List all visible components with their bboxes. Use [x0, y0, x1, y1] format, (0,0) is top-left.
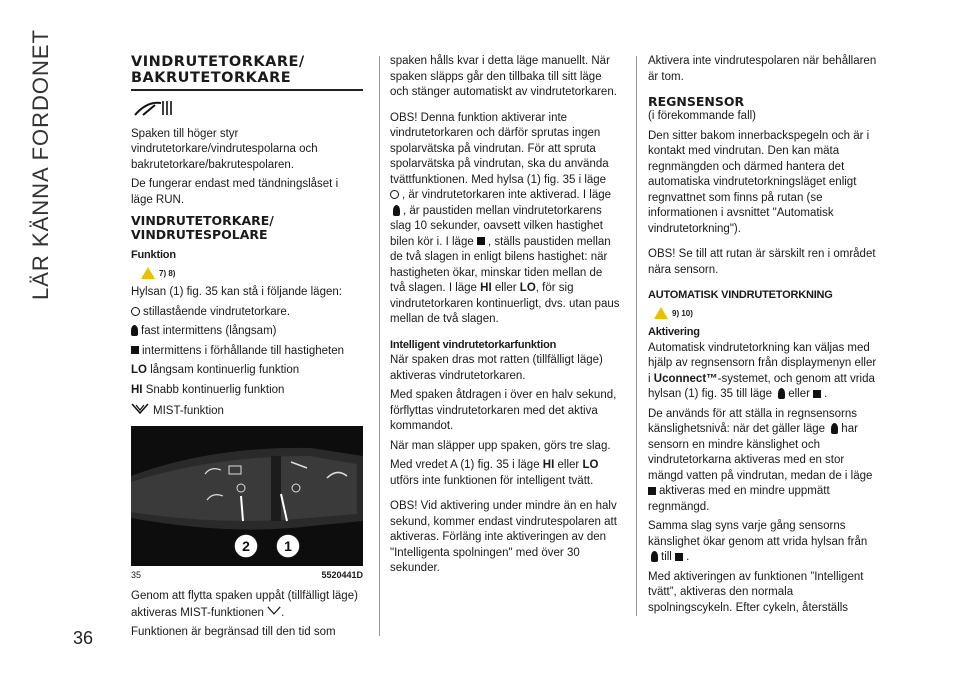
paragraph: Spaken till höger styr vindrutetorkare/vindrutespolarna och bakrutetorkare/bakrutespolaren. [131, 127, 318, 171]
warning-ref-text: 7) 8) [159, 268, 176, 278]
drop-icon [651, 551, 658, 562]
callout-2: 2 [242, 537, 250, 554]
column-divider [379, 56, 380, 636]
sub-heading: VINDRUTETORKARE/ VINDRUTESPOLARE [131, 213, 274, 242]
column-1 [131, 54, 363, 644]
chapter-title: LÄR KÄNNA FORDONET [28, 28, 53, 300]
paragraph: Den sitter bakom innerbackspegeln och är i kontakt med vindrutan. Den kan mäta regnmängden och därmed hantera det automatiska vindrutetorkningsläget enligt regnvattnet som finns på rutan (se informationen i avsnittet "Automatisk vindrutetorkning"). [648, 129, 870, 235]
paragraph: OBS! Vid aktivering under mindre än en halv sekund, kommer endast vindrutespolaren att aktiveras. Förläng inte aktiveringen av den "Intelligenta spolningen" med över 30 sekunder. [390, 500, 617, 574]
paragraph: Med aktiveringen av funktionen ”Intelligent tvätt”, aktiveras den normala spolningscykeln. Efter cykeln, återställs [648, 570, 864, 614]
square-icon [648, 487, 656, 495]
square-icon [131, 346, 139, 354]
paragraph: Funktionen är begränsad till den tid som [131, 625, 336, 638]
paragraph: De fungerar endast med tändningslåset i läge RUN. [131, 178, 339, 206]
list-item: LO långsam kontinuerlig funktion [131, 364, 300, 376]
paragraph: OBS! Se till att rutan är särskilt ren i området nära sensorn. [648, 248, 876, 276]
heading-rule [131, 89, 363, 91]
drop-icon [831, 423, 838, 434]
square-icon [675, 553, 683, 561]
sub-heading: Intelligent vindrutetorkarfunktion [390, 338, 557, 351]
list-item: HI Snabb kontinuerlig funktion [131, 383, 285, 396]
figure-code: 5520441D [321, 569, 363, 580]
square-icon [477, 237, 485, 245]
list-item: stillastående vindrutetorkare. [131, 305, 363, 321]
drop-icon [778, 388, 785, 399]
sub-heading: AUTOMATISK VINDRUTETORKNING [648, 289, 833, 301]
wiper-icon [133, 99, 363, 123]
aktivering-heading: Aktivering [648, 326, 700, 338]
square-icon [813, 390, 821, 398]
paragraph: Automatisk vindrutetorkning kan väljas med hjälp av regnsensorn från displaymenyn eller i Uconnect™-systemet, och genom att vrida hylsan (1) fig. 35 till läge eller . [648, 341, 877, 400]
warning-ref-text: 9) 10) [672, 308, 693, 318]
drop-icon [393, 205, 400, 216]
section-heading: REGNSENSOR [648, 94, 745, 109]
paragraph: Aktivera inte vindrutespolaren när behållaren är tom. [648, 55, 877, 83]
off-icon [390, 190, 399, 199]
warning-refs [141, 266, 363, 282]
page-number: 36 [73, 628, 94, 648]
warning-icon [141, 267, 155, 279]
off-icon [131, 307, 140, 316]
paragraph: Med spaken åtdragen i över en halv sekund, förflyttas vindrutetorkaren med det aktiva kommandot. [390, 389, 617, 432]
list-item: intermittens i förhållande till hastigheten [131, 344, 363, 360]
drop-icon [131, 325, 138, 336]
paragraph: Hylsan (1) fig. 35 kan stå i följande lägen: [131, 286, 342, 298]
mist-icon [131, 402, 149, 420]
paragraph: (i förekommande fall) [648, 110, 757, 122]
list-item: fast intermittens (långsam) [131, 324, 363, 340]
paragraph: När man släpper upp spaken, görs tre slag. [390, 439, 611, 452]
figure-35 [131, 426, 363, 566]
warning-icon [654, 307, 668, 319]
mist-icon [267, 605, 281, 621]
paragraph: De används för att ställa in regnsensorns känslighetsnivå: när det gäller läge har sensorn en mindre känslighet och vindrutetorkarna aktiveras med en stor mängd vatten på vindrutan, medan de i läge aktiveras med en mindre uppmätt regnmängd. [648, 407, 873, 513]
section-heading: VINDRUTETORKARE/ BAKRUTETORKARE [131, 54, 305, 86]
column-2 [390, 54, 620, 581]
column-3 [648, 54, 880, 620]
paragraph: Genom att flytta spaken uppåt (tillfälligt läge) aktiveras MIST-funktionen . [131, 590, 358, 619]
paragraph: När spaken dras mot ratten (tillfälligt läge) aktiveras vindrutetorkaren. [390, 354, 603, 382]
warning-refs [654, 306, 880, 322]
paragraph: spaken hålls kvar i detta läge manuellt. När spaken släpps går den tillbaka till sitt läge och stänger automatiskt av vindrutetorkaren. [390, 55, 617, 98]
figure-number: 35 [131, 569, 142, 580]
paragraph: Med vredet A (1) fig. 35 i läge HI eller LO utförs inte funktionen för intelligent tvätt. [390, 459, 599, 487]
paragraph: Samma slag syns varje gång sensorns känslighet ökar genom att vrida hylsan från till . [648, 520, 868, 563]
funktion-heading: Funktion [131, 249, 176, 261]
figure-caption [131, 568, 363, 584]
column-divider [636, 56, 637, 616]
paragraph: OBS! Denna funktion aktiverar inte vindrutetorkaren och därför sprutas ingen spolarvätska på vindrutan. För att spruta spolarvätska på vindrutan, ska du använda tvättfunktionen. Med hylsa (1) fig. 35 i läge , är vindrutetorkaren inte aktiverad. I läge , är paustiden mellan vindrutetorkarens slag 10 sekunder, oavsett vilken hastighet bilen kör i. I läge , ställs paustiden mellan de två slagen in enligt bilens hastighet: när hastigheten ökar, minskar tiden mellan de två slagen. I läge HI eller LO, för sig vindrutetorkaren kontinuerligt, dvs. utan paus mellan de två slagen. [390, 111, 620, 325]
callout-1: 1 [284, 537, 292, 554]
list-item: MIST-funktion [131, 402, 363, 420]
